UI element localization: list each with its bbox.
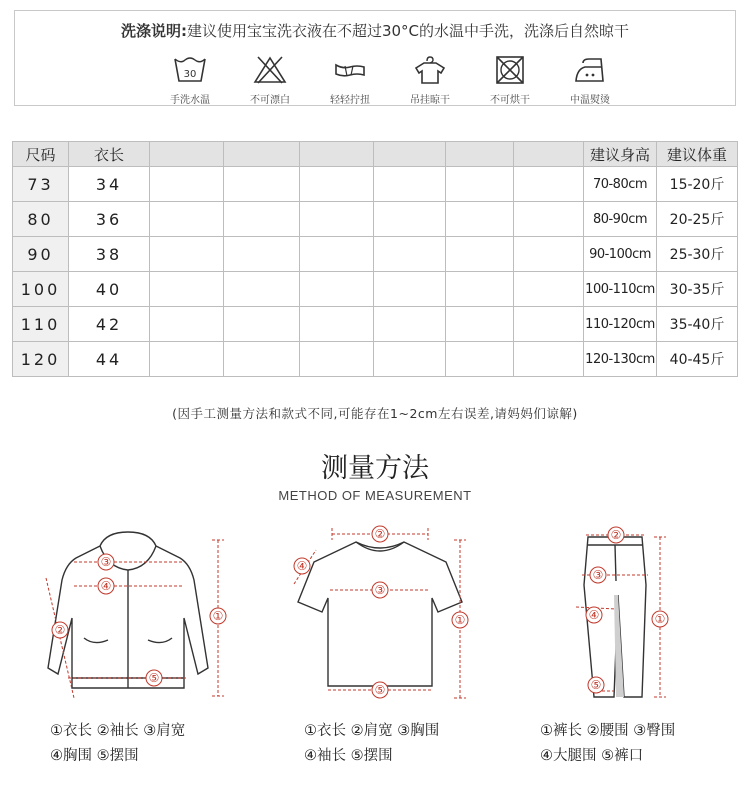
care-item-no-bleach — [235, 55, 305, 106]
care-label: 洗涤说明: — [120, 22, 187, 40]
pants-marker-3 — [590, 567, 606, 583]
cell-weight: 40-45斤 — [657, 342, 738, 377]
pants-marker-1 — [652, 611, 668, 627]
table-row — [13, 342, 738, 377]
header-empty — [150, 142, 224, 167]
svg-text:②: ② — [54, 623, 66, 637]
header-empty — [446, 142, 514, 167]
pants-diagram — [566, 525, 686, 707]
tshirt-marker-3 — [372, 582, 388, 598]
header-length: 衣长 — [69, 142, 150, 167]
jacket-marker-4 — [98, 578, 114, 594]
care-text: 建议使用宝宝洗衣液在不超过30°C的水温中手洗，洗涤后自然晾干 — [186, 22, 630, 40]
svg-text:②: ② — [610, 528, 622, 542]
measurement-note: (因手工测量方法和款式不同,可能存在1~2cm左右误差,请妈妈们谅解) — [172, 406, 578, 421]
care-caption-gentle-wring: 轻轻拧扭 — [330, 95, 370, 106]
tshirt-legend — [304, 719, 439, 769]
pants-marker-5 — [588, 677, 604, 693]
care-caption-hand-wash: 手洗水温 — [170, 95, 210, 106]
svg-text:⑤: ⑤ — [374, 683, 386, 697]
hang-dry-icon — [413, 55, 447, 85]
table-header-row — [13, 142, 738, 167]
table-row — [13, 307, 738, 342]
tshirt-marker-2 — [372, 526, 388, 542]
cell-weight: 30-35斤 — [657, 272, 738, 307]
header-weight: 建议体重 — [657, 142, 738, 167]
care-item-hand-wash — [155, 55, 225, 106]
hand-wash-30-icon — [173, 55, 207, 85]
iron-medium-icon — [573, 55, 607, 85]
svg-text:④: ④ — [296, 559, 308, 573]
table-row — [13, 202, 738, 237]
header-empty — [300, 142, 374, 167]
tshirt-marker-4 — [294, 558, 310, 574]
cell-size: 80 — [13, 202, 69, 237]
tshirt-marker-1 — [452, 612, 468, 628]
table-row — [13, 237, 738, 272]
svg-text:③: ③ — [592, 568, 604, 582]
cell-weight: 15-20斤 — [657, 167, 738, 202]
jacket-marker-5 — [146, 670, 162, 686]
cell-height: 70-80cm — [584, 167, 657, 202]
cell-length: 40 — [69, 272, 150, 307]
measurement-subtitle: METHOD OF MEASUREMENT — [278, 488, 472, 503]
cell-height: 90-100cm — [584, 237, 657, 272]
cell-length: 34 — [69, 167, 150, 202]
care-title — [15, 20, 735, 41]
jacket-marker-1 — [210, 608, 226, 624]
cell-length: 38 — [69, 237, 150, 272]
cell-height: 80-90cm — [584, 202, 657, 237]
tshirt-diagram — [288, 520, 478, 705]
table-row — [13, 272, 738, 307]
cell-weight: 25-30斤 — [657, 237, 738, 272]
cell-weight: 35-40斤 — [657, 307, 738, 342]
header-empty — [514, 142, 584, 167]
table-row — [13, 167, 738, 202]
jacket-marker-2 — [52, 622, 68, 638]
svg-text:④: ④ — [588, 608, 600, 622]
care-item-no-tumble-dry — [475, 55, 545, 106]
svg-text:③: ③ — [374, 583, 386, 597]
care-caption-no-bleach: 不可漂白 — [250, 95, 290, 106]
cell-length: 42 — [69, 307, 150, 342]
size-table — [12, 141, 738, 377]
pants-legend-line-1: ①裤长 ②腰围 ③臀围 — [540, 723, 676, 739]
jacket-diagram — [38, 528, 238, 708]
gentle-wring-icon — [333, 55, 367, 85]
tshirt-legend-line-2: ④袖长 ⑤摆围 — [304, 748, 393, 764]
svg-text:④: ④ — [100, 579, 112, 593]
svg-text:⑤: ⑤ — [590, 678, 602, 692]
pants-marker-4 — [586, 607, 602, 623]
care-caption-iron-medium: 中温熨烫 — [570, 95, 610, 106]
cell-height: 100-110cm — [584, 272, 657, 307]
header-height: 建议身高 — [584, 142, 657, 167]
care-instructions — [14, 10, 736, 106]
jacket-legend-line-2: ④胸围 ⑤摆围 — [50, 748, 139, 764]
pants-legend — [540, 719, 675, 769]
svg-text:⑤: ⑤ — [148, 671, 160, 685]
care-caption-hang-dry: 吊挂晾干 — [410, 95, 450, 106]
tshirt-marker-5 — [372, 682, 388, 698]
svg-text:①: ① — [212, 609, 224, 623]
no-tumble-dry-icon — [493, 55, 527, 85]
cell-size: 110 — [13, 307, 69, 342]
hand-wash-temp: 30 — [183, 69, 197, 80]
header-empty — [224, 142, 300, 167]
tshirt-legend-line-1: ①衣长 ②肩宽 ③胸围 — [304, 723, 440, 739]
care-item-gentle-wring — [315, 55, 385, 106]
cell-height: 120-130cm — [584, 342, 657, 377]
no-bleach-icon — [253, 55, 287, 85]
pants-legend-line-2: ④大腿围 ⑤裤口 — [540, 748, 644, 764]
care-item-hang-dry — [395, 55, 465, 106]
jacket-marker-3 — [98, 554, 114, 570]
cell-size: 73 — [13, 167, 69, 202]
care-caption-no-tumble-dry: 不可烘干 — [490, 95, 530, 106]
care-icon-row — [155, 55, 625, 106]
header-size: 尺码 — [13, 142, 69, 167]
jacket-legend — [50, 719, 185, 769]
jacket-legend-line-1: ①衣长 ②袖长 ③肩宽 — [50, 723, 186, 739]
cell-size: 100 — [13, 272, 69, 307]
cell-length: 36 — [69, 202, 150, 237]
cell-height: 110-120cm — [584, 307, 657, 342]
svg-text:①: ① — [454, 613, 466, 627]
svg-text:②: ② — [374, 527, 386, 541]
cell-weight: 20-25斤 — [657, 202, 738, 237]
cell-length: 44 — [69, 342, 150, 377]
svg-text:③: ③ — [100, 555, 112, 569]
measurement-title: 测量方法 — [321, 453, 429, 484]
cell-size: 90 — [13, 237, 69, 272]
care-item-iron-medium — [555, 55, 625, 106]
svg-text:①: ① — [654, 612, 666, 626]
cell-size: 120 — [13, 342, 69, 377]
header-empty — [374, 142, 446, 167]
pants-marker-2 — [608, 527, 624, 543]
